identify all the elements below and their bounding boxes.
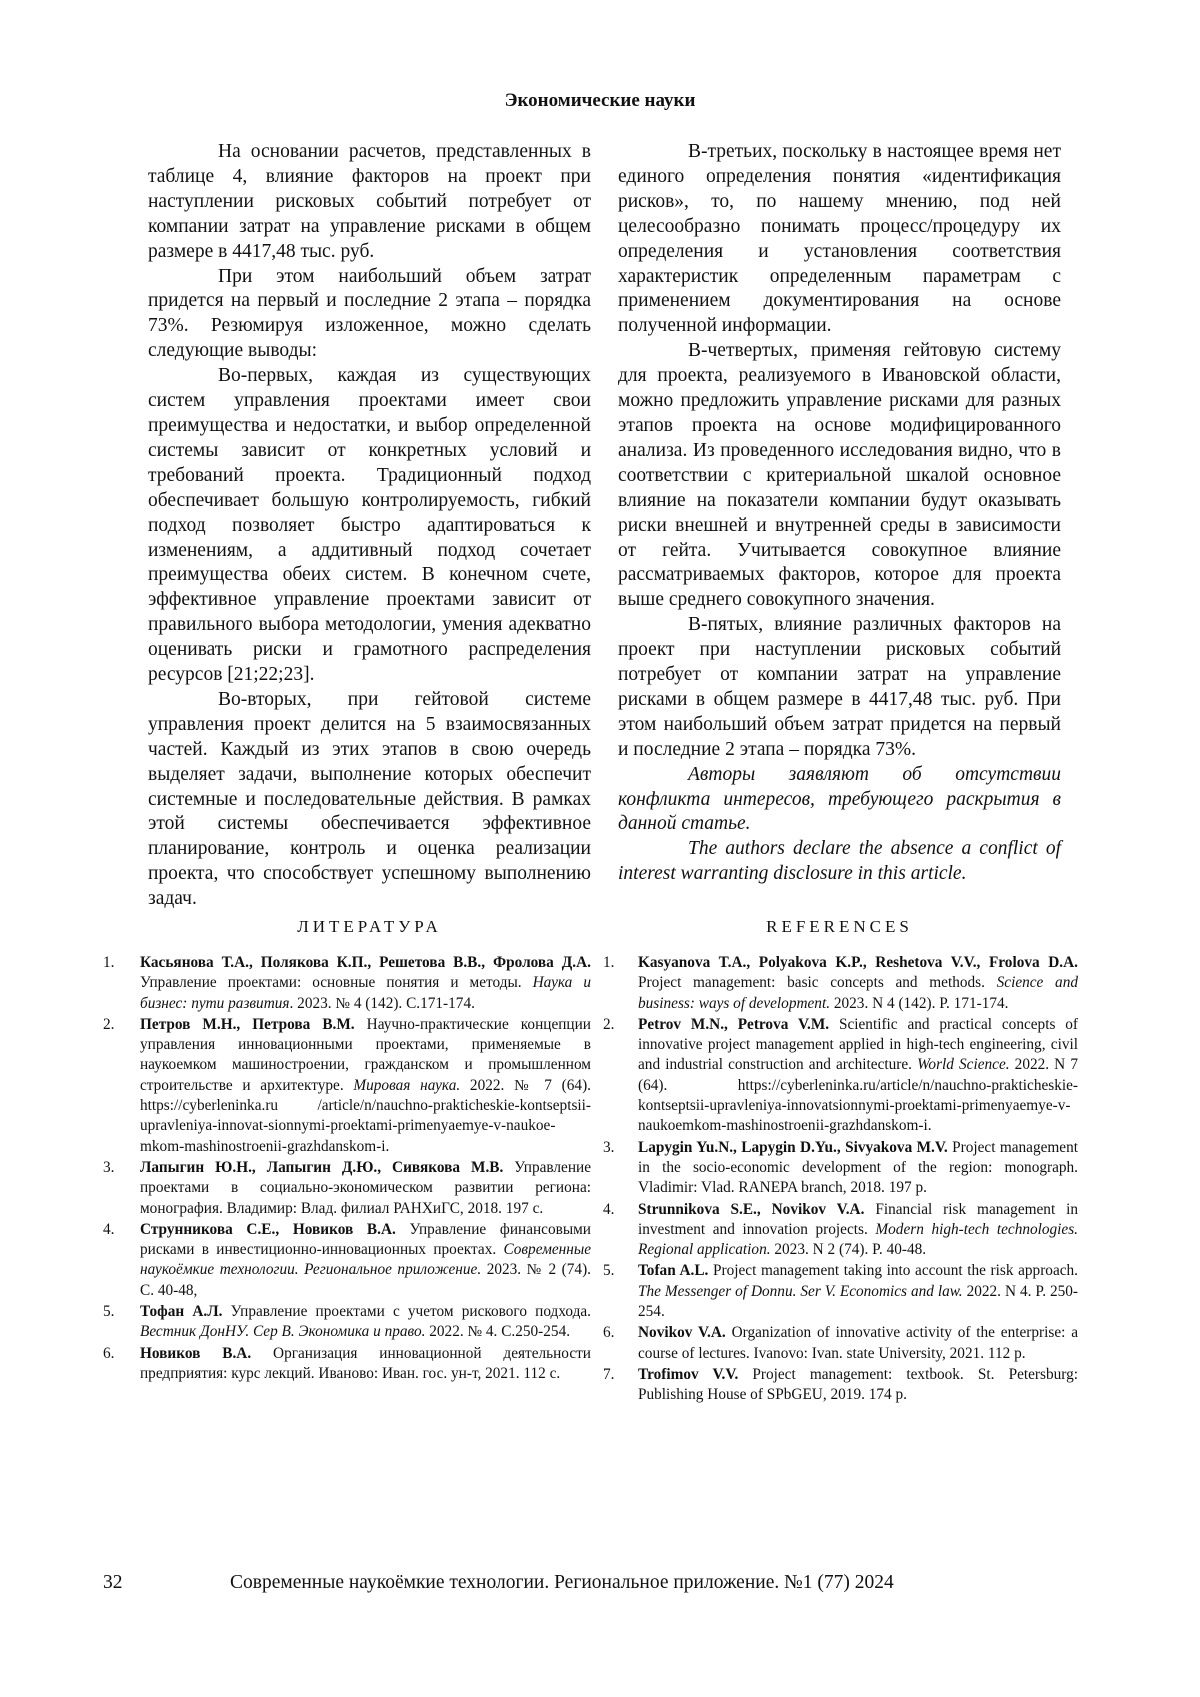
literature-item [103, 1158, 591, 1219]
right-text-column [618, 140, 1061, 887]
references-heading: REFERENCES [766, 917, 913, 936]
item-details: 2022. № 7 (64). https://cyberleninka.ru /article/n/nauchno-prakticheskie-kontseptsii-upravleniya-innovat-sionnymi-proektami-primenyaemye-v-naukoe-mkom-mashinostroenii-grazhdanskom-i. [140, 1076, 591, 1155]
item-title: Управление проектами с учетом рискового подхода. [222, 1303, 591, 1321]
reference-item [603, 953, 1078, 1014]
literature-item [103, 1302, 591, 1343]
item-number: 3. [103, 1158, 115, 1176]
item-authors: Новиков В.А. [140, 1344, 252, 1362]
paragraph: В-четвертых, применяя гейтовую систему для проекта, реализуемого в Ивановской области, можно предложить управление рисками для разных этапов проекта на основе модифицированного анализа. Из проведенного исследования видно, что в соответствии с критериальной шкалой основное влияние на показатели компании будут оказывать риски внешней и внутренней среды в зависимости от гейта. Учитывается совокупное влияние рассматриваемых факторов, которое для проекта выше среднего совокупного значения. [618, 340, 1061, 611]
left-text-column [148, 140, 591, 912]
literature-item [103, 1344, 591, 1385]
conflict-statement-ru: Авторы заявляют об отсутствии конфликта интересов, требующего раскрытия в данной статье. [618, 763, 1061, 835]
item-source: Современные наукоёмкие технологии. Региональное приложение. [140, 1241, 591, 1279]
item-authors: Strunnikova S.E., Novikov V.A. [638, 1200, 865, 1218]
reference-item [603, 1261, 1078, 1322]
item-details: 2022. N 7 (64). https://cyberleninka.ru/article/n/nauchno-prakticheskie-kontseptsii-upravleniya-innovatsionnymi-proektami-primenyaemye-v-naukoemkom-mashinostroenii-grazhdanskom-i. [638, 1056, 1078, 1135]
page-number: 32 [103, 1572, 123, 1593]
item-source: Modern high-tech technologies. Regional application. [638, 1220, 1078, 1259]
item-authors: Струнникова С.Е., Новиков В.А. [140, 1220, 396, 1238]
paragraph: Во-вторых, при гейтовой системе управления проект делится на 5 взаимосвязанных частей. Каждый из этих этапов в свою очередь выделяет задачи, выполнение которых обеспечит системные и последовательные действия. В рамках этой системы обеспечивается эффективное планирование, контроль и оценка реализации проекта, что способствует успешному выполнению задач. [148, 688, 591, 910]
item-number: 2. [103, 1015, 115, 1033]
item-title: Научно-практические концепции управления инновационными проектами, применяемые в наукоемком машиностроении, гражданском и промышленном строительстве и архитектуре. [140, 1015, 591, 1094]
item-title: Управление финансовыми рисками в инвестиционно-инновационных проектах. [140, 1220, 591, 1259]
item-authors: Петров М.Н., Петрова В.М. [140, 1015, 355, 1033]
item-title: Financial risk management in investment and innovation projects. [638, 1200, 1078, 1238]
literature-heading: ЛИТЕРАТУРА [297, 917, 442, 936]
references-list [603, 953, 1078, 1407]
item-number: 4. [603, 1200, 615, 1218]
paragraph: Во-первых, каждая из существующих систем управления проектами имеет свои преимущества и недостатки, и выбор определенной системы зависит от конкретных условий и требований проекта. Традиционный подход обеспечивает большую контролируемость, гибкий подход позволяет быстро адаптироваться к изменениям, а аддитивный подход сочетает преимущества обеих систем. В конечном счете, эффективное управление проектами зависит от правильного выбора методологии, умения адекватно оценивать риски и грамотного распределения ресурсов [21;22;23]. [148, 365, 591, 686]
paragraph: В-третьих, поскольку в настоящее время нет единого определения понятия «идентификация рисков», то, по нашему мнению, под ней целесообразно понимать процесс/процедуру их определения и установления соответствия характеристик определенным параметрам с применением документирования на основе полученной информации. [618, 141, 1061, 337]
reference-item [603, 1138, 1078, 1199]
reference-item [603, 1365, 1078, 1406]
item-source: Вестник ДонНУ. Сер В. Экономика и право. [140, 1323, 426, 1341]
item-authors: Trofimov V.V. [638, 1365, 739, 1383]
section-title: Экономические науки [504, 90, 696, 111]
item-details: 2023. N 4 (142). P. 171-174. [830, 994, 1009, 1012]
conflict-statement-en: The authors declare the absence a conflict of interest warranting disclosure in this article. [618, 838, 1061, 885]
paragraph: На основании расчетов, представленных в таблице 4, влияние факторов на проект при наступлении рисковых событий потребует от компании затрат на управление рисками в общем размере в 4417,48 тыс. руб. [148, 141, 591, 262]
paragraph: При этом наибольший объем затрат придется на первый и последние 2 этапа – порядка 73%. Резюмируя изложенное, можно сделать следующие выводы: [148, 265, 591, 362]
paragraph: В-пятых, влияние различных факторов на проект при наступлении рисковых событий потребует от компании затрат на управление рисками в общем размере в 4417,48 тыс. руб. При этом наибольший объем затрат придется на первый и последние 2 этапа – порядка 73%. [618, 614, 1061, 760]
item-title: Organization of innovative activity of the enterprise: a course of lectures. Ivanovo: Ivan. state University, 2021. 112 p. [638, 1324, 1078, 1362]
item-number: 4. [103, 1220, 115, 1238]
item-title: Project management: basic concepts and methods. [638, 974, 997, 992]
literature-item [103, 1220, 591, 1301]
item-number: 6. [103, 1344, 115, 1362]
item-authors: Tofan A.L. [638, 1262, 709, 1280]
item-authors: Тофан А.Л. [140, 1303, 223, 1321]
item-details: 2022. N 4. P. 250-254. [638, 1282, 1079, 1321]
item-details: 2022. № 4. С.250-254. [425, 1323, 571, 1341]
item-title: Управление проектами: основные понятия и методы. [140, 974, 533, 992]
item-number: 5. [103, 1303, 115, 1321]
item-source: Наука и бизнес: пути развития [140, 974, 591, 1012]
reference-item [603, 1200, 1078, 1261]
item-number: 5. [603, 1262, 615, 1280]
item-title: Организация инновационной деятельности предприятия: курс лекций. Иваново: Иван. гос. ун-т, 2021. 112 с. [140, 1344, 591, 1382]
item-authors: Касьянова Т.А., Полякова К.П., Решетова В.В., Фролова Д.А. [140, 954, 591, 971]
item-details: 2023. N 2 (74). P. 40-48. [770, 1241, 927, 1259]
item-details: 2023. № 2 (74). С. 40-48, [140, 1261, 591, 1299]
item-source: Мировая наука. [353, 1076, 461, 1094]
item-title: Scientific and practical concepts of innovative project management applied in high-tech engineering, civil and industrial construction and architecture. [638, 1015, 1078, 1074]
item-source: Science and business: ways of development. [638, 974, 1078, 1012]
journal-name: Современные наукоёмкие технологии. Региональное приложение. №1 (77) 2024 [230, 1572, 894, 1593]
item-number: 2. [603, 1015, 615, 1033]
item-number: 6. [603, 1324, 615, 1342]
reference-item [603, 1015, 1078, 1137]
item-source: The Messenger of Donnu. Ser V. Economics and law. [638, 1282, 963, 1300]
item-title: Project management in the socio-economic development of the region: monograph. Vladimir: Vlad. RANEPA branch, 2018. 197 p. [638, 1138, 1078, 1197]
item-title: Project management: textbook. St. Petersburg: Publishing House of SPbGEU, 2019. 174 p. [638, 1365, 1078, 1404]
literature-item [103, 1015, 591, 1157]
item-authors: Kasyanova T.A., Polyakova K.P., Reshetova V.V., Frolova D.A. [638, 954, 1078, 971]
literature-list [103, 953, 591, 1385]
literature-item [103, 953, 591, 1014]
item-title: Управление проектами в социально-экономическом развитии региона: монография. Владимир: Влад. филиал РАНХиГС, 2018. 197 с. [140, 1158, 592, 1217]
item-authors: Petrov M.N., Petrova V.M. [638, 1015, 830, 1033]
item-source: World Science. [917, 1056, 1010, 1074]
item-title: Project management taking into account the risk approach. [708, 1262, 1079, 1280]
reference-item [603, 1323, 1078, 1364]
item-authors: Lapygin Yu.N., Lapygin D.Yu., Sivyakova M.V. [638, 1138, 948, 1156]
item-authors: Лапыгин Ю.Н., Лапыгин Д.Ю., Сивякова М.В. [140, 1158, 504, 1176]
item-number: 1. [603, 954, 615, 971]
item-number: 1. [103, 954, 115, 971]
item-number: 3. [603, 1138, 615, 1156]
item-details: . 2023. № 4 (142). С.171-174. [289, 994, 475, 1012]
item-authors: Novikov V.A. [638, 1324, 726, 1342]
item-number: 7. [603, 1365, 615, 1383]
